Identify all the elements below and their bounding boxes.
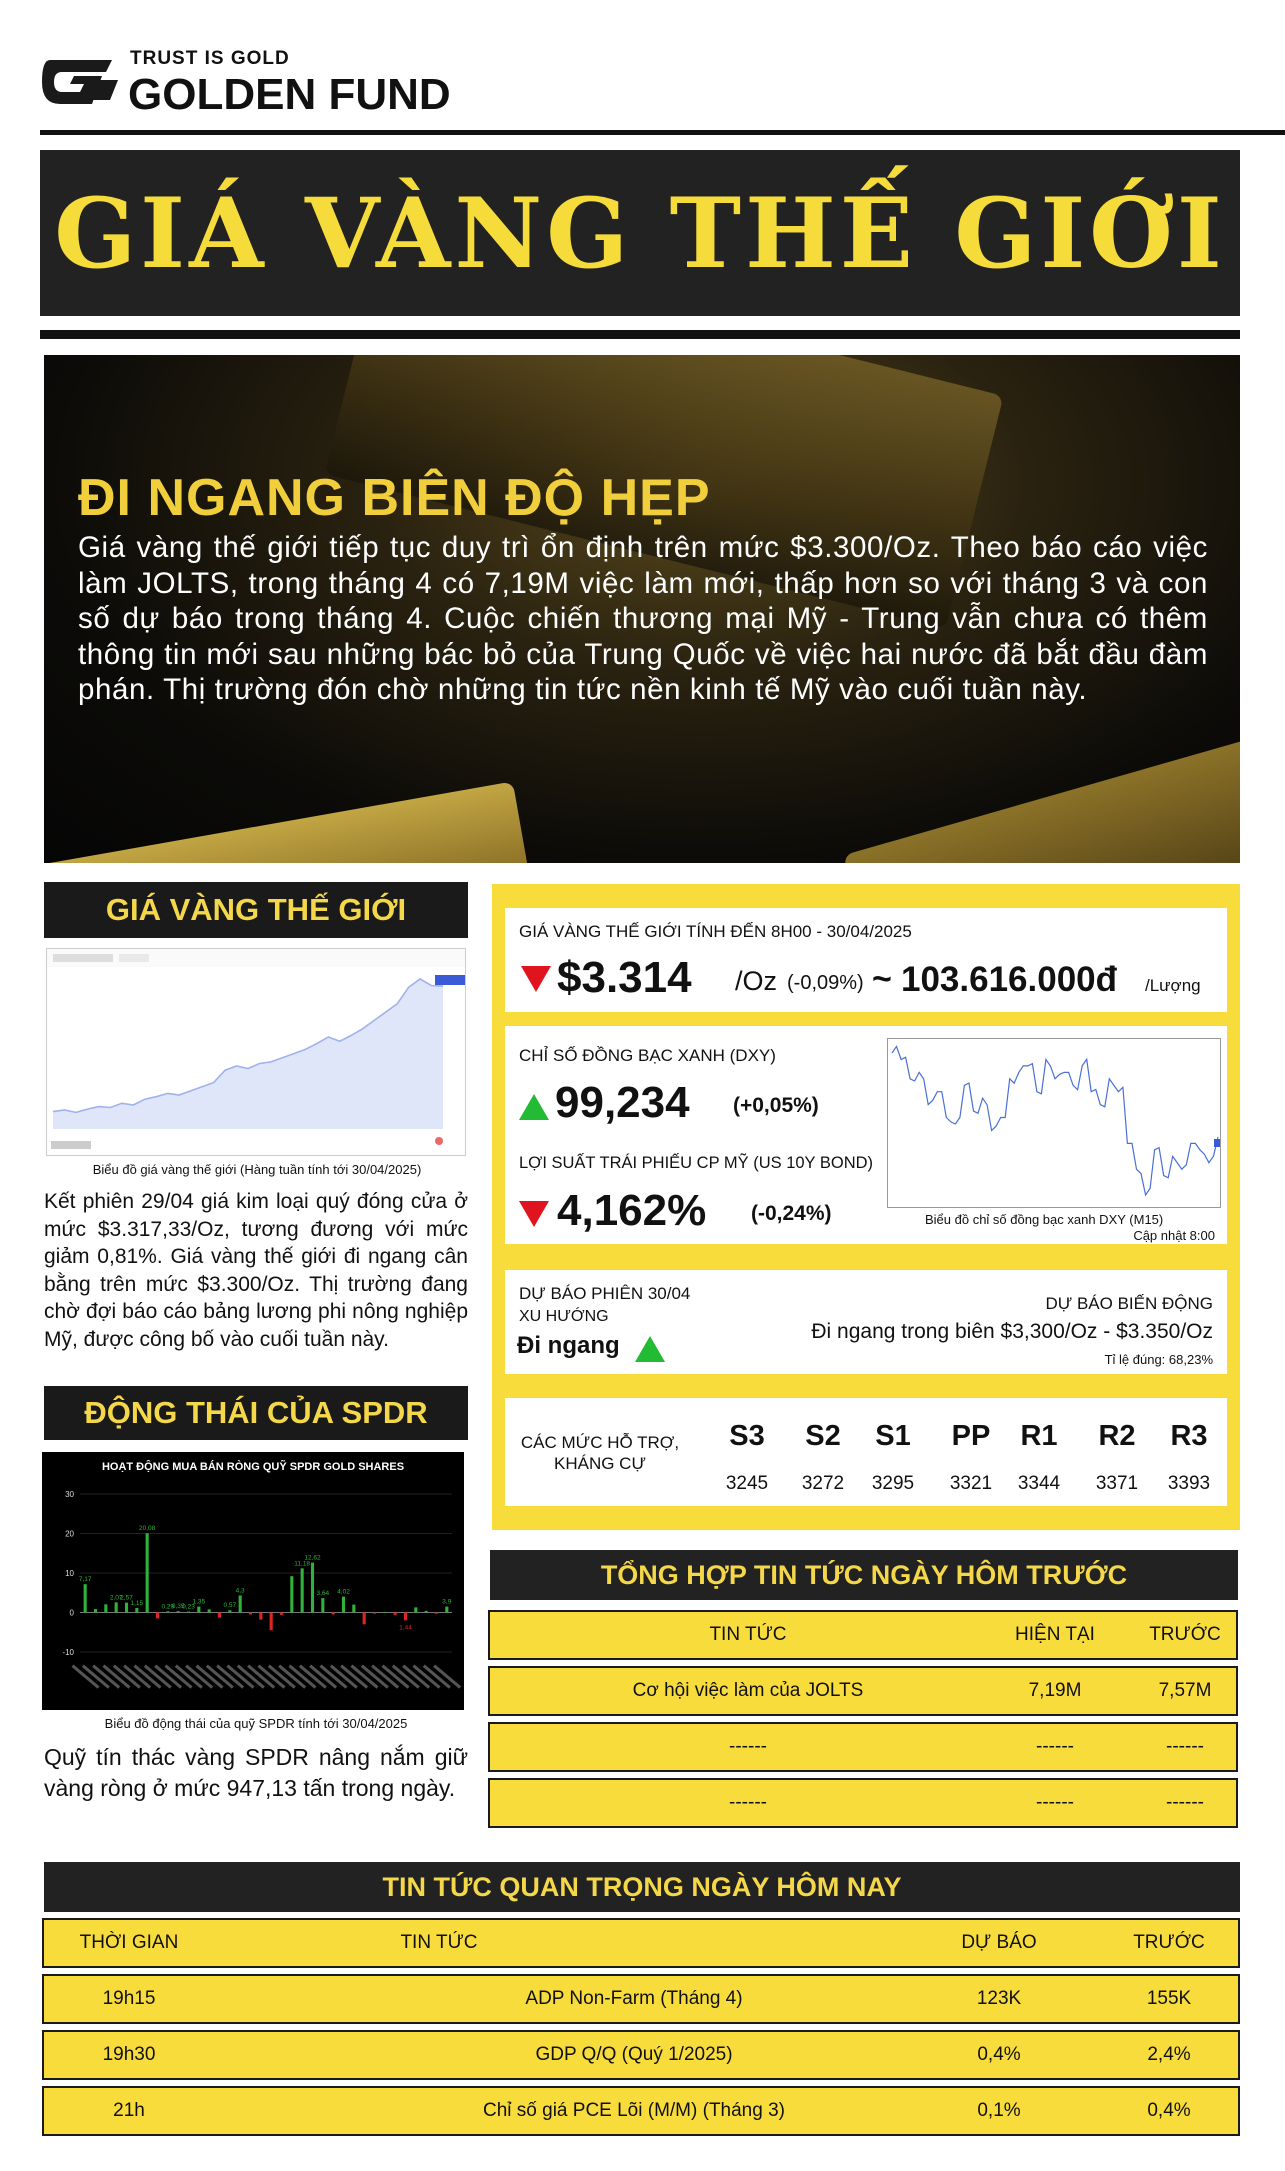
range-title: DỰ BÁO BIẾN ĐỘNG [1045, 1294, 1213, 1313]
news-cell: Cơ hội việc làm của JOLTS [632, 1680, 864, 1701]
spdr-bar [425, 1611, 428, 1613]
dxy-chart-caption: Biểu đồ chỉ số đồng bạc xanh DXY (M15) [925, 1212, 1164, 1227]
spdr-data-label: 0,29 [161, 1603, 175, 1611]
news-cell: ------ [729, 1736, 767, 1757]
price-marker [435, 975, 465, 985]
col-previous: TRƯỚC [1133, 1932, 1205, 1953]
spdr-bar [239, 1596, 242, 1613]
today-news-header [44, 1862, 1240, 1912]
dxy-value: 99,234 [555, 1078, 690, 1127]
pivot-name: S1 [875, 1420, 911, 1452]
trend-label: XU HƯỚNG [519, 1308, 609, 1325]
pivot-name: S3 [729, 1420, 765, 1452]
spdr-bar [146, 1533, 149, 1612]
spdr-y-tick: 0 [69, 1608, 74, 1618]
dxy-title: CHỈ SỐ ĐỒNG BẠC XANH (DXY) [519, 1046, 776, 1065]
gold-bar-image [44, 781, 547, 863]
hero-section [44, 355, 1240, 863]
tradingview-watermark [51, 1141, 91, 1149]
bond-value: 4,162% [557, 1186, 707, 1235]
table-row [42, 2086, 1240, 2136]
previous-cell: ------ [1166, 1792, 1204, 1813]
spdr-bar [383, 1612, 386, 1613]
brand-tagline: TRUST IS GOLD [130, 48, 290, 69]
spdr-chart-title: HOẠT ĐỘNG MUA BÁN RÒNG QUỸ SPDR GOLD SHARES [101, 1461, 405, 1473]
spdr-bar [104, 1604, 107, 1612]
pivot-label: CÁC MỨC HỖ TRỢ, KHÁNG CỰ [520, 1433, 680, 1473]
current-cell: ------ [1036, 1792, 1074, 1813]
spdr-bar [135, 1608, 138, 1613]
hero-heading: ĐI NGANG BIÊN ĐỘ HẸP [78, 469, 711, 527]
spdr-bar [177, 1611, 180, 1612]
title-banner [40, 150, 1240, 316]
spdr-data-label: 2,07 [109, 1594, 123, 1602]
pivot-value: 3245 [725, 1473, 769, 1494]
spdr-chart-svg [42, 1452, 464, 1710]
spdr-data-label: 11,18 [294, 1560, 311, 1568]
gold-paragraph: Kết phiên 29/04 giá kim loại quý đóng cửa ở mức $3.317,33/Oz, tương đương với mức giảm 0,81%. Giá vàng thế giới đi ngang cân bằng trên mức $3.300/Oz. Thị trường đang chờ đợi báo cáo bảng lương phi nông nghiệp Mỹ, được công bố vào cuối tuần này. [44, 1190, 468, 1351]
previous-cell: 2,4% [1147, 2044, 1191, 2065]
spdr-bar [166, 1611, 169, 1612]
forecast-cell: 0,4% [977, 2044, 1021, 2065]
pivot-value: 3272 [801, 1473, 845, 1494]
spdr-data-label: 2,57 [120, 1594, 133, 1602]
gold-bar-image [843, 723, 1240, 863]
gold-price-value: $3.314 [557, 953, 692, 1002]
current-cell: 7,19M [1028, 1680, 1082, 1701]
yesterday-news-title: TỔNG HỢP TIN TỨC NGÀY HÔM TRƯỚC [600, 1559, 1128, 1590]
yesterday-news-header [490, 1550, 1238, 1600]
spdr-data-label: 20,08 [139, 1525, 156, 1533]
spdr-data-label: 4,3 [235, 1587, 245, 1595]
dxy-price-marker [1214, 1139, 1221, 1147]
spdr-data-label: 0,23 [182, 1603, 195, 1611]
previous-cell: 155K [1146, 1988, 1192, 2009]
table-row [42, 1974, 1240, 2024]
col-news: TIN TỨC [400, 1932, 478, 1953]
table-row [488, 1722, 1238, 1772]
spdr-data-label: 0,35 [171, 1603, 185, 1611]
spdr-y-tick: -10 [62, 1648, 74, 1657]
gold-price-chart [46, 948, 466, 1156]
previous-cell: 0,4% [1147, 2100, 1191, 2121]
spdr-bar [259, 1613, 262, 1620]
pivot-value: 3371 [1095, 1473, 1139, 1494]
forecast-cell: 123K [976, 1988, 1022, 2009]
spdr-bar [125, 1603, 128, 1613]
pivot-name: R2 [1098, 1420, 1136, 1452]
col-previous: TRƯỚC [1149, 1624, 1221, 1645]
spdr-bar [290, 1576, 293, 1612]
today-table-header-row [42, 1918, 1240, 1968]
today-news-title: TIN TỨC QUAN TRỌNG NGÀY HÔM NAY [382, 1871, 902, 1902]
table-row [488, 1666, 1238, 1716]
gold-price-unit: /Oz [735, 966, 778, 996]
brand-name: GOLDEN FUND [128, 70, 451, 119]
time-cell: 21h [113, 2100, 145, 2121]
spdr-bar [94, 1609, 97, 1612]
page-title: GIÁ VÀNG THẾ GIỚI [54, 176, 1226, 290]
gold-section-label-text: GIÁ VÀNG THẾ GIỚI [105, 892, 407, 927]
range-value: Đi ngang trong biên $3,300/Oz - $3.350/Oz [811, 1320, 1213, 1343]
gold-price-chart-svg [47, 949, 466, 1156]
spdr-data-label: 3,64 [316, 1590, 330, 1598]
spdr-bar [187, 1612, 190, 1613]
gold-price-change: (-0,09%) [787, 972, 864, 994]
up-arrow-icon [635, 1336, 665, 1362]
spdr-data-label: 1,44 [399, 1624, 412, 1632]
pivot-value: 3295 [871, 1473, 915, 1494]
spdr-bar [373, 1613, 376, 1614]
col-time: THỜI GIAN [79, 1932, 179, 1953]
dxy-change: (+0,05%) [733, 1094, 819, 1117]
spdr-bar [404, 1613, 407, 1621]
forecast-accuracy: Tỉ lệ đúng: 68,23% [1104, 1352, 1213, 1367]
spdr-bar [311, 1563, 314, 1613]
gold-chart-caption: Biểu đồ giá vàng thế giới (Hàng tuần tính tới 30/04/2025) [92, 1162, 422, 1177]
spdr-y-tick: 30 [65, 1490, 74, 1499]
spdr-bar [352, 1605, 355, 1613]
spdr-bar [280, 1613, 283, 1615]
current-cell: ------ [1036, 1736, 1074, 1757]
spdr-paragraph: Quỹ tín thác vàng SPDR nâng nắm giữ vàng ròng ở mức 947,13 tấn trong ngày. [44, 1744, 468, 1801]
spdr-bar [445, 1607, 448, 1613]
spdr-data-label: 7,17 [78, 1576, 92, 1584]
hero-body: Giá vàng thế giới tiếp tục duy trì ổn định trên mức $3.300/Oz. Theo báo cáo việc làm JOLTS, trong tháng 4 có 7,19M việc làm mới, thấp hơn so với tháng 3 và con số dự báo trong tháng 4. Cuộc chiến thương mại Mỹ - Trung vẫn chưa có thêm thông tin mới sau những bác bỏ của Trung Quốc về việc hai nước đã bắt đầu đàm phán. Thị trường đón chờ những tin tức nền kinh tế Mỹ vào cuối tuần này. [78, 531, 1208, 706]
bond-change: (-0,24%) [751, 1202, 832, 1225]
gold-price-vnd-unit: /Lượng [1145, 976, 1201, 995]
spdr-y-tick: 10 [65, 1569, 74, 1578]
news-cell: ADP Non-Farm (Tháng 4) [525, 1988, 743, 2009]
title-rule [40, 330, 1240, 339]
spdr-data-label: 4,02 [337, 1588, 350, 1596]
spdr-chart-caption: Biểu đồ động thái của quỹ SPDR tính tới 30/04/2025 [104, 1716, 408, 1731]
dxy-update-time: Cập nhật 8:00 [1133, 1228, 1215, 1243]
dxy-line [892, 1046, 1218, 1195]
pivot-card [505, 1398, 1227, 1506]
spdr-bar [332, 1613, 335, 1615]
gold-price-vnd: 103.616.000đ [901, 960, 1118, 999]
spdr-data-label: 12,62 [304, 1554, 321, 1562]
spdr-bar [197, 1607, 200, 1613]
spdr-bar [115, 1602, 118, 1612]
spdr-bar [84, 1584, 87, 1612]
spdr-bar [156, 1613, 159, 1619]
spdr-data-label: 3,9 [442, 1598, 452, 1606]
pivot-value: 3321 [949, 1473, 993, 1494]
top-rule [40, 130, 1285, 135]
spdr-bar [394, 1613, 397, 1615]
col-forecast: DỰ BÁO [961, 1932, 1037, 1953]
previous-cell: ------ [1166, 1736, 1204, 1757]
news-cell: GDP Q/Q (Quý 1/2025) [535, 2044, 733, 2065]
spdr-data-label: 0,57 [223, 1602, 237, 1610]
spdr-bar [249, 1613, 252, 1615]
col-current: HIỆN TẠI [1015, 1624, 1095, 1645]
news-cell: ------ [729, 1792, 767, 1813]
bond-title: LỢI SUẤT TRÁI PHIẾU CP MỸ (US 10Y BOND) [519, 1154, 874, 1172]
spdr-data-label: 1,15 [130, 1599, 144, 1607]
yesterday-table-header-row [488, 1610, 1238, 1660]
pivot-value: 3344 [1017, 1473, 1061, 1494]
spdr-bar [208, 1609, 211, 1612]
dxy-bond-card [505, 1026, 1227, 1244]
gold-price-title: GIÁ VÀNG THẾ GIỚI TÍNH ĐẾN 8H00 - 30/04/2025 [519, 922, 912, 941]
spdr-bar [301, 1568, 304, 1612]
spdr-bar [321, 1598, 324, 1612]
spdr-chart [42, 1452, 464, 1710]
time-cell: 19h15 [102, 1988, 156, 2009]
forecast-cell: 0,1% [977, 2100, 1021, 2121]
spdr-bar [363, 1613, 366, 1625]
news-cell: Chỉ số giá PCE Lõi (M/M) (Tháng 3) [483, 2100, 785, 2121]
gold-price-card [505, 908, 1227, 1012]
spdr-bar [342, 1597, 345, 1613]
spdr-bar [218, 1613, 221, 1618]
pivot-value: 3393 [1167, 1473, 1211, 1494]
up-arrow-icon [519, 1094, 549, 1120]
spdr-section-label [44, 1386, 468, 1440]
spdr-y-tick: 20 [65, 1529, 74, 1539]
dxy-chart [887, 1038, 1221, 1208]
time-cell: 19h30 [102, 2044, 156, 2065]
golden-fund-logo-icon [40, 50, 122, 114]
col-news: TIN TỨC [709, 1624, 787, 1645]
approx-sign: ~ [872, 960, 892, 998]
spdr-data-label: 1,35 [192, 1598, 206, 1606]
alert-dot-icon [435, 1137, 443, 1145]
trend-value: Đi ngang [517, 1332, 620, 1359]
pivot-name: R3 [1170, 1420, 1208, 1452]
pivot-name: R1 [1020, 1420, 1058, 1452]
spdr-bar [228, 1610, 231, 1612]
down-arrow-icon [519, 1201, 549, 1227]
market-panel [492, 884, 1240, 1530]
table-row [488, 1778, 1238, 1828]
pivot-name: S2 [805, 1420, 841, 1452]
forecast-card [505, 1270, 1227, 1374]
spdr-section-label-text: ĐỘNG THÁI CỦA SPDR [84, 1395, 428, 1430]
pivot-name: PP [951, 1420, 991, 1452]
dxy-chart-svg [888, 1039, 1221, 1208]
previous-cell: 7,57M [1158, 1680, 1212, 1701]
brand [40, 44, 500, 124]
gold-section-label [44, 882, 468, 938]
table-row [42, 2030, 1240, 2080]
spdr-bar [414, 1607, 417, 1612]
down-arrow-icon [521, 966, 551, 992]
forecast-title: DỰ BÁO PHIÊN 30/04 [519, 1284, 691, 1303]
spdr-bar [270, 1613, 273, 1631]
spdr-bar [435, 1613, 438, 1614]
